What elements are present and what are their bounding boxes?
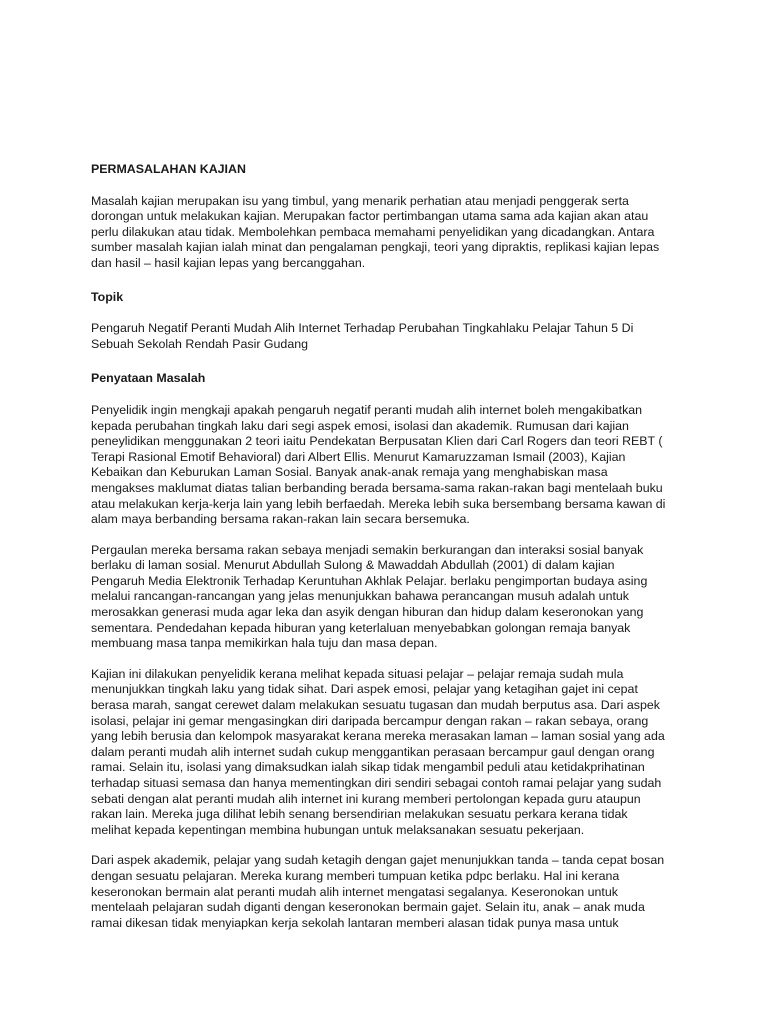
problem-paragraph-4: Dari aspek akademik, pelajar yang sudah ketagih dengan gajet menunjukkan tanda – tanda cepat bosan dengan sesuatu pelajaran. Mereka kurang memberi tumpuan ketika pdpc berlaku. Hal ini kerana keseronokan bermain alat peranti mudah alih internet mengatasi segalanya. Keseronokan untuk mentelaah pelajaran sudah diganti dengan keseronokan bermain gajet. Selain itu, anak – anak muda ramai dikesan tidak menyiapkan kerja sekolah lantaran memberi alasan tidak punya masa untuk: [91, 853, 665, 930]
document-body: [91, 162, 691, 946]
intro-paragraph: Masalah kajian merupakan isu yang timbul, yang menarik perhatian atau menjadi penggerak serta dorongan untuk melakukan kajian. Merupakan factor pertimbangan utama sama ada kajian akan atau perlu dilakukan atau tidak. Membolehkan pembaca memahami penyelidikan yang dicadangkan. Antara sumber masalah kajian ialah minat dan pengalaman pengkaji, teori yang dipraktis, replikasi kajian lepas dan hasil – hasil kajian lepas yang bercanggahan.: [91, 193, 660, 270]
problem-paragraph-2: Pergaulan mereka bersama rakan sebaya menjadi semakin berkurangan dan interaksi sosial banyak berlaku di laman sosial. Menurut Abdullah Sulong & Mawaddah Abdullah (2001) di dalam kajian Pengaruh Media Elektronik Terhadap Keruntuhan Akhlak Pelajar. berlaku pengimportan budaya asing melalui rancangan-rancangan yang jelas menunjukkan bahawa perancangan musuh adalah untuk merosakkan generasi muda agar leka dan asyik dengan hiburan dan hidup dalam keseronokan yang sementara. Pendedahan kepada hiburan yang keterlaluan menyebabkan golongan remaja banyak membuang masa tanpa memikirkan hala tuju dan masa depan.: [91, 542, 648, 651]
heading-topik: Topik: [91, 289, 124, 304]
problem-paragraph-3: Kajian ini dilakukan penyelidik kerana melihat kepada situasi pelajar – pelajar remaja sudah mula menunjukkan tingkah laku yang tidak sihat. Dari aspek emosi, pelajar yang ketagihan gajet ini cepat berasa marah, sangat cerewet dalam melakukan sesuatu tugasan dan mudah berputus asa. Dari aspek isolasi, pelajar ini gemar mengasingkan diri daripada bercampur dengan rakan – rakan sebaya, orang yang lebih berusia dan kelompok masyarakat kerana mereka merasakan laman – laman sosial yang ada dalam peranti mudah alih internet sudah cukup menggantikan perasaan bercampur gaul dengan orang ramai. Selain itu, isolasi yang dimaksudkan ialah sikap tidak mengambil peduli atau ketidakprihatinan terhadap situasi semasa dan hanya mementingkan diri sendiri sebagai contoh ramai pelajar yang sudah sebati dengan alat peranti mudah alih internet ini kurang memberi pertolongan kepada guru ataupun rakan lain. Mereka juga dilihat lebih senang bersendirian melakukan sesuatu perkara kerana tidak melihat kepada kepentingan membina hubungan untuk melaksanakan sesuatu pekerjaan.: [91, 666, 665, 837]
topic-paragraph: Pengaruh Negatif Peranti Mudah Alih Internet Terhadap Perubahan Tingkahlaku Pelajar Tahun 5 Di Sebuah Sekolah Rendah Pasir Gudang: [91, 321, 634, 351]
heading-penyataan-masalah: Penyataan Masalah: [91, 371, 206, 386]
heading-permasalahan-kajian: PERMASALAHAN KAJIAN: [91, 162, 246, 176]
problem-paragraph-1: Penyelidik ingin mengkaji apakah pengaruh negatif peranti mudah alih internet boleh mengakibatkan kepada perubahan tingkah laku dari segi aspek emosi, isolasi dan akademik. Rumusan dari kajian peneylidikan menggunakan 2 teori iaitu Pendekatan Berpusatan Klien dari Carl Rogers dan teori REBT ( Terapi Rasional Emotif Behavioral) dari Albert Ellis. Menurut Kamaruzzaman Ismail (2003), Kajian Kebaikan dan Keburukan Laman Sosial. Banyak anak-anak remaja yang menghabiskan masa mengakses maklumat diatas talian berbanding berada bersama-sama rakan-rakan bagi mentelaah buku atau melakukan kerja-kerja lain yang lebih berfaedah. Mereka lebih suka bersembang bersama kawan di alam maya berbanding bersama rakan-rakan lain secara bersemuka.: [91, 402, 666, 527]
